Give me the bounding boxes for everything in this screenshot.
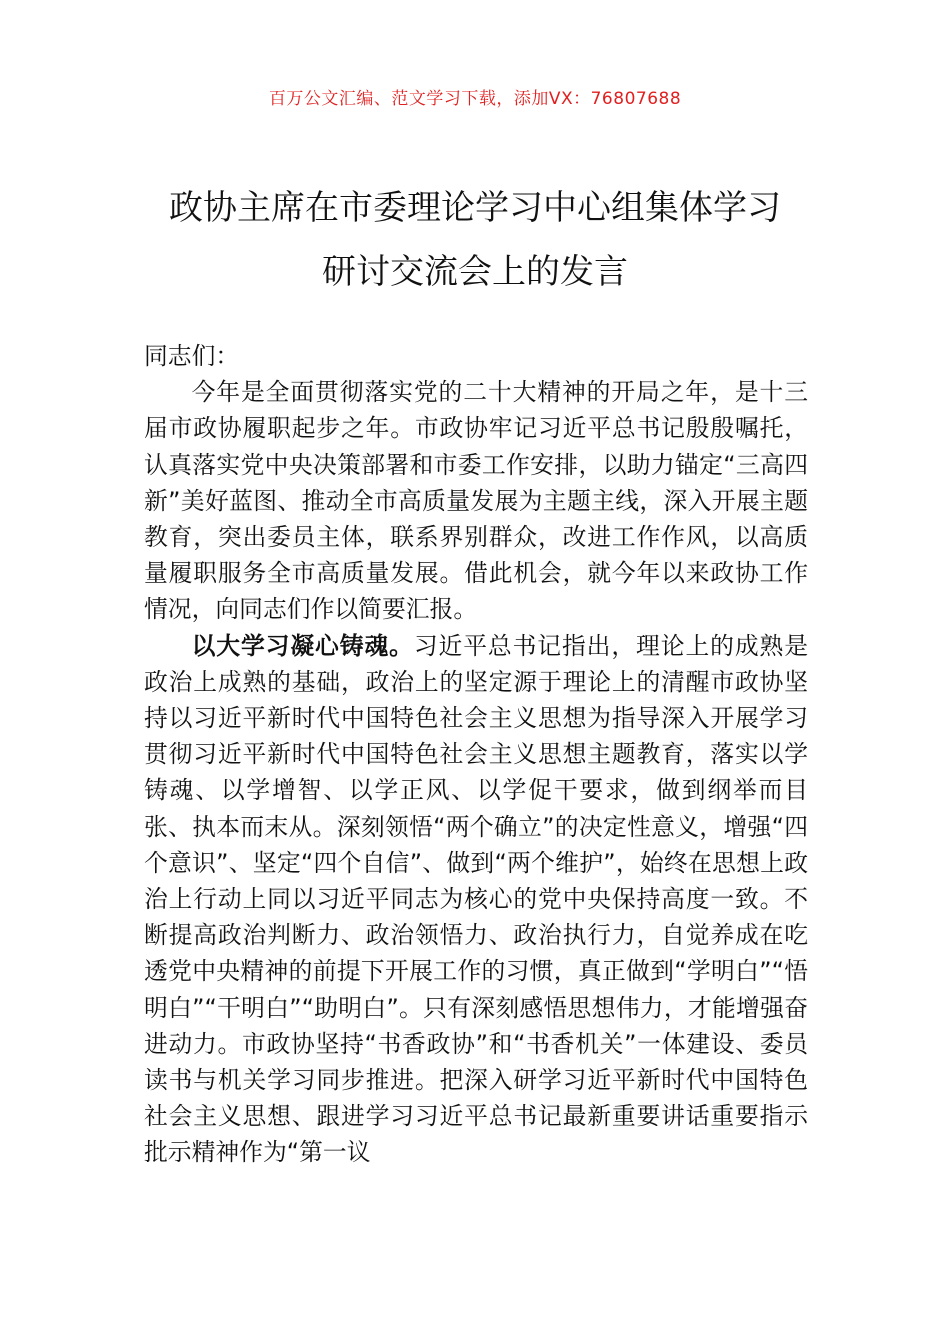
paragraph-text: 习近平总书记指出，理论上的成熟是政治上成熟的基础，政治上的坚定源于理论上的清醒市政协坚持以习近平新时代中国特色社会主义思想为指导深入开展学习贯彻习近平新时代中国特色社会主义思想主题教育，落实以学铸魂、以学增智、以学正风、以学促干要求，做到纲举而目张、执本而末从。深刻领悟“两个确立”的决定性意义，增强“四个意识”、坚定“四个自信”、做到“两个维护”，始终在思想上政治上行动上同以习近平同志为核心的党中央保持高度一致。不断提高政治判断力、政治领悟力、政治执行力，自觉养成在吃透党中央精神的前提下开展工作的习惯，真正做到“学明白”“悟明白”“干明白”“助明白”。只有深刻感悟思想伟力，才能增强奋进动力。市政协坚持“书香政协”和“书香机关”一体建设、委员读书与机关学习同步推进。把深入研学习近平新时代中国特色社会主义思想、跟进学习习近平总书记最新重要讲话重要指示批示精神作为“第一议 <box>144 631 809 1167</box>
paragraph-lead: 以大学习凝心铸魂。 <box>191 631 414 660</box>
salutation: 同志们： <box>144 342 240 370</box>
document-body <box>144 338 808 1171</box>
document-title <box>130 176 820 304</box>
header-watermark-note: 百万公文汇编、范文学习下载，添加VX：76807688 <box>268 89 682 109</box>
title-line-1: 政协主席在市委理论学习中心组集体学习 <box>169 188 781 228</box>
title-line-2: 研讨交流会上的发言 <box>322 252 628 292</box>
paragraph-text: 今年是全面贯彻落实党的二十大精神的开局之年，是十三届市政协履职起步之年。市政协牢记习近平总书记殷殷嘱托，认真落实党中央决策部署和市委工作安排，以助力锚定“三高四新”美好蓝图、推动全市高质量发展为主题主线，深入开展主题教育，突出委员主体，联系界别群众，改进工作作风，以高质量履职服务全市高质量发展。借此机会，就今年以来政协工作情况，向同志们作以简要汇报。 <box>144 378 808 624</box>
paragraph-intro <box>144 374 808 627</box>
paragraph-study <box>144 628 808 1171</box>
